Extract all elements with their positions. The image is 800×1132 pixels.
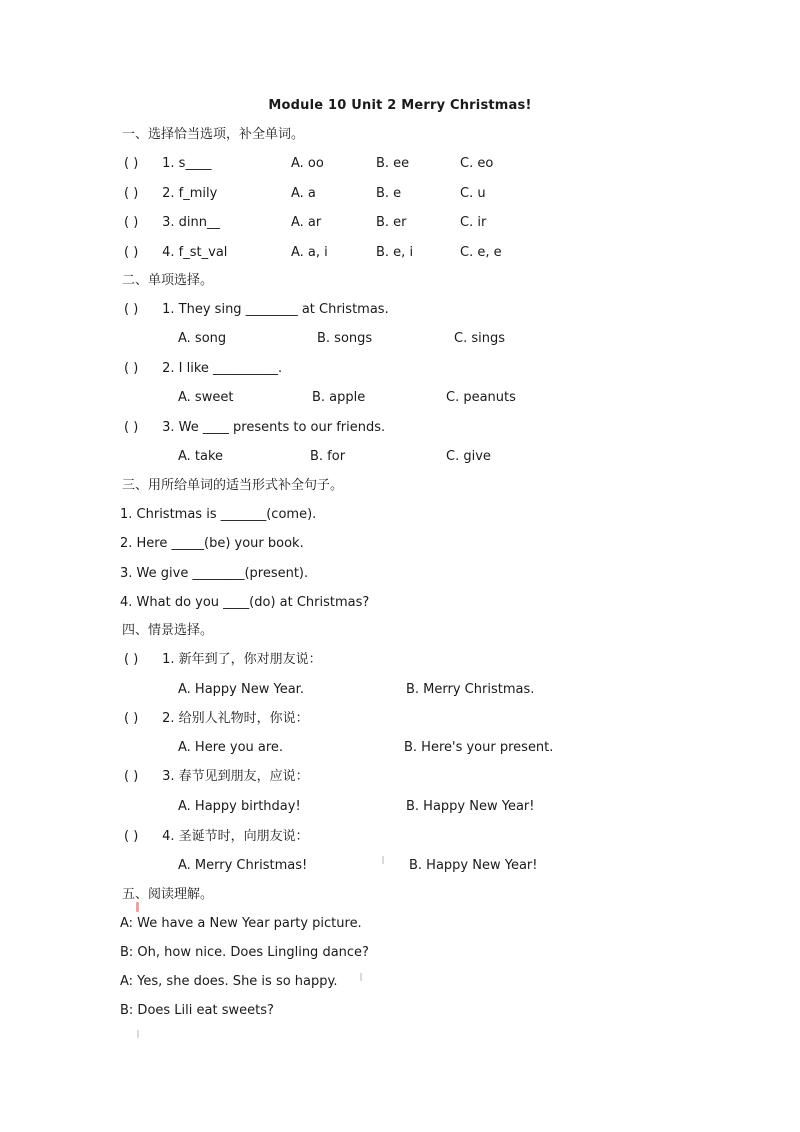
part2-question-3 [124,418,385,438]
option-c: C. sings [454,331,505,346]
scan-mark [136,902,139,912]
question-stem: 1. 新年到了，你对朋友说： [162,652,322,667]
option-b: B. songs [317,331,373,346]
scan-speck [360,973,362,981]
part1-question-3 [124,213,487,233]
option-b: B. for [310,449,346,464]
answer-blank[interactable]: ( ) [124,829,139,844]
part4-question-3 [124,767,309,787]
option-c: C. eo [460,156,494,171]
part1-question-1 [124,154,494,174]
answer-blank[interactable]: ( ) [124,420,139,435]
option-a: A. Merry Christmas! [178,858,308,873]
option-b: B. er [376,215,407,230]
part3-sentence-3: 3. We give ________(present). [120,566,309,581]
answer-blank[interactable]: ( ) [124,769,139,784]
part2-question-2 [124,359,282,379]
section-4-heading: 四、情景选择。 [122,623,214,638]
question-stem: 4. f_st_val [162,245,228,260]
part1-question-2 [124,184,486,204]
question-stem: 3. We ____ presents to our friends. [162,420,386,435]
scan-speck [382,856,384,864]
part4-question-1 [124,650,322,670]
section-1-heading: 一、选择恰当选项，补全单词。 [122,127,305,142]
option-a: A. Happy New Year. [178,682,304,697]
page-title: Module 10 Unit 2 Merry Christmas! [268,98,532,113]
option-b: B. ee [376,156,410,171]
question-stem: 3. 春节见到朋友，应说： [162,769,309,784]
scan-speck [137,1030,139,1038]
question-stem: 2. 给别人礼物时，你说： [162,711,309,726]
question-stem: 2. f_mily [162,186,218,201]
answer-blank[interactable]: ( ) [124,186,139,201]
option-a: A. Happy birthday! [178,799,301,814]
part3-sentence-2: 2. Here _____(be) your book. [120,536,304,551]
option-c: C. give [446,449,491,464]
option-b: B. e [376,186,402,201]
part1-question-4 [124,243,502,263]
section-3-heading: 三、用所给单词的适当形式补全句子。 [122,478,344,493]
part4-question-2 [124,709,309,729]
part3-sentence-1: 1. Christmas is _______(come). [120,507,317,522]
dialog-line-3: A: Yes, she does. She is so happy. [120,974,338,989]
dialog-line-2: B: Oh, how nice. Does Lingling dance? [120,945,369,960]
answer-blank[interactable]: ( ) [124,711,139,726]
question-stem: 3. dinn__ [162,215,221,230]
option-c: C. peanuts [446,390,516,405]
section-2-heading: 二、单项选择。 [122,273,214,288]
option-a: A. a, i [291,245,328,260]
option-b: B. Happy New Year! [409,858,538,873]
option-b: B. e, i [376,245,414,260]
question-stem: 2. I like __________. [162,361,283,376]
option-b: B. Merry Christmas. [406,682,535,697]
question-stem: 1. They sing ________ at Christmas. [162,302,389,317]
part4-question-4 [124,827,309,847]
dialog-line-4: B: Does Lili eat sweets? [120,1003,274,1018]
option-a: A. a [291,186,316,201]
part2-question-1 [124,300,389,320]
question-stem: 4. 圣诞节时，向朋友说： [162,829,309,844]
answer-blank[interactable]: ( ) [124,215,139,230]
option-b: B. Here's your present. [404,740,554,755]
answer-blank[interactable]: ( ) [124,652,139,667]
option-a: A. Here you are. [178,740,284,755]
option-c: C. ir [460,215,487,230]
part3-sentence-4: 4. What do you ____(do) at Christmas? [120,595,370,610]
dialog-line-1: A: We have a New Year party picture. [120,916,362,931]
answer-blank[interactable]: ( ) [124,156,139,171]
option-a: A. oo [291,156,324,171]
answer-blank[interactable]: ( ) [124,245,139,260]
option-c: C. e, e [460,245,502,260]
option-a: A. ar [291,215,322,230]
answer-blank[interactable]: ( ) [124,361,139,376]
section-5-heading: 五、阅读理解。 [122,887,214,902]
option-b: B. Happy New Year! [406,799,535,814]
option-b: B. apple [312,390,366,405]
answer-blank[interactable]: ( ) [124,302,139,317]
option-a: A. take [178,449,224,464]
question-stem: 1. s____ [162,156,212,171]
option-c: C. u [460,186,486,201]
option-a: A. song [178,331,227,346]
option-a: A. sweet [178,390,234,405]
